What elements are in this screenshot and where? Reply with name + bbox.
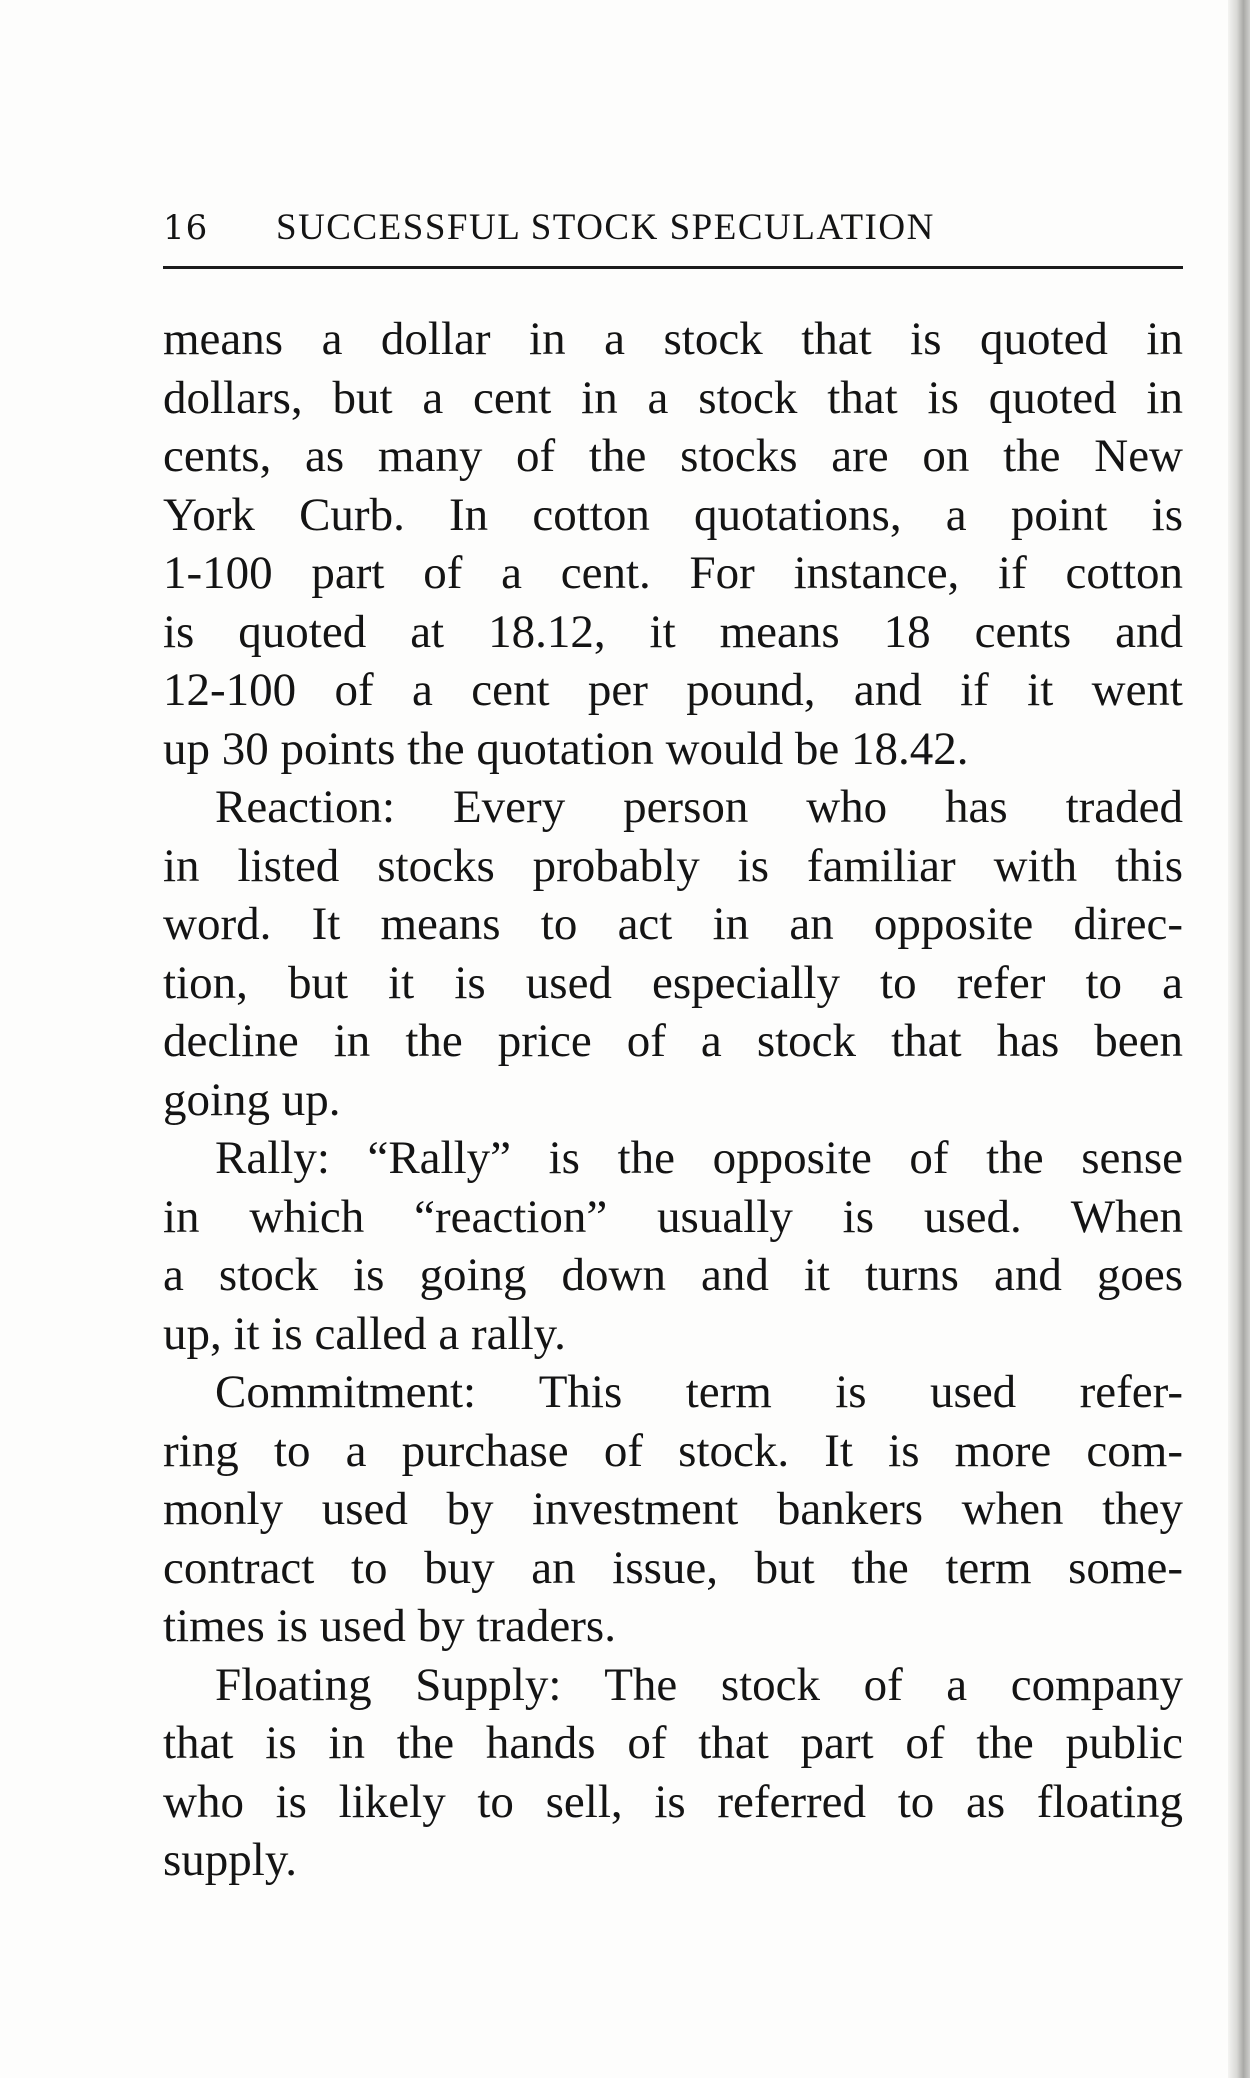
definition-reaction: Reaction: Every person who has traded	[215, 781, 1183, 833]
text-line: means a dollar in a stock that is quoted in	[163, 313, 1183, 365]
text-line: contract to buy an issue, but the term some-	[163, 1541, 1183, 1594]
text-line: in listed stocks probably is familiar with this	[163, 839, 1183, 892]
text-line: 12-100 of a cent per pound, and if it went	[163, 664, 1183, 716]
text-line: supply.	[163, 1834, 298, 1886]
running-head	[163, 196, 1183, 269]
text-line: going up.	[163, 1073, 341, 1126]
definition-commitment: Commitment: This term is used refer-	[215, 1366, 1183, 1418]
text-line: that is in the hands of that part of the public	[163, 1717, 1183, 1769]
running-head-title: SUCCESSFUL STOCK SPECULATION	[276, 207, 935, 248]
text-line: decline in the price of a stock that has been	[163, 1015, 1183, 1067]
body-text	[163, 310, 1183, 1890]
text-line: York Curb. In cotton quotations, a point is	[163, 488, 1183, 541]
text-line: a stock is going down and it turns and goes	[163, 1249, 1183, 1301]
text-line: times is used by traders.	[163, 1600, 616, 1652]
page-edge	[1228, 0, 1250, 2078]
text-line: in which “reaction” usually is used. When	[163, 1190, 1183, 1243]
text-line: who is likely to sell, is referred to as floating	[163, 1775, 1183, 1828]
text-line: cents, as many of the stocks are on the New	[163, 430, 1183, 482]
definition-rally: Rally: “Rally” is the opposite of the sense	[215, 1132, 1183, 1184]
text-line: up 30 points the quotation would be 18.42.	[163, 722, 969, 775]
text-line: dollars, but a cent in a stock that is quoted in	[163, 371, 1183, 424]
text-line: 1-100 part of a cent. For instance, if cotton	[163, 547, 1183, 599]
text-line: up, it is called a rally.	[163, 1307, 566, 1360]
text-line: ring to a purchase of stock. It is more com-	[163, 1424, 1183, 1477]
definition-floating-supply: Floating Supply: The stock of a company	[215, 1658, 1183, 1711]
text-line: monly used by investment bankers when they	[163, 1483, 1183, 1535]
text-line: word. It means to act in an opposite direc-	[163, 898, 1183, 950]
text-line: tion, but it is used especially to refer to a	[163, 956, 1183, 1009]
text-line: is quoted at 18.12, it means 18 cents and	[163, 605, 1183, 658]
page-number: 16	[163, 208, 209, 248]
